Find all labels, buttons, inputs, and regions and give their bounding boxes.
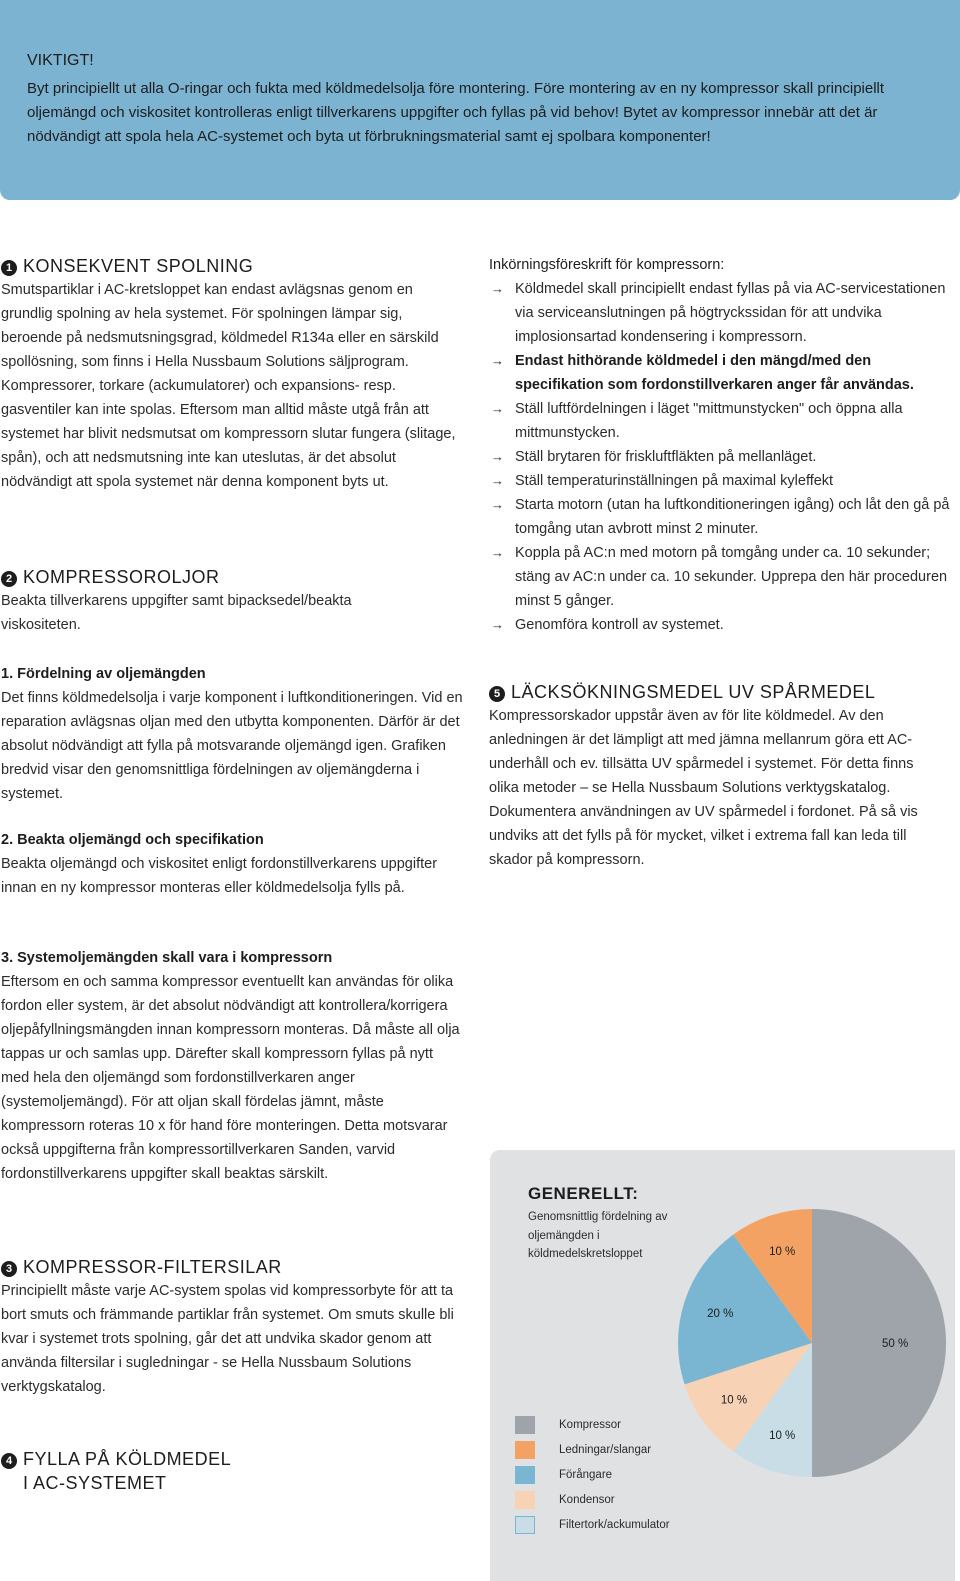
legend-swatch [515, 1516, 535, 1534]
heading-text-line1: FYLLA PÅ KÖLDMEDEL [23, 1449, 232, 1469]
legend-label: Ledningar/slangar [559, 1444, 652, 1456]
section-spolning [1, 254, 461, 494]
number-badge: 5 [489, 686, 505, 702]
legend-swatch [515, 1416, 535, 1434]
legend-swatch [515, 1441, 535, 1459]
legend-swatch [515, 1491, 535, 1509]
chart-subtitle: Genomsnittlig fördelning av oljemängden i köldmedelskretsloppet [528, 1211, 668, 1260]
section-kompressoroljor [1, 565, 463, 637]
instruction-item [489, 493, 954, 541]
paragraph-oljemangd [1, 828, 463, 900]
instruction-item [489, 469, 954, 493]
arrow-icon: → [491, 449, 504, 464]
instruction-text: Starta motorn (utan ha luftkonditioneringen igång) och låt den gå på tomgång utan avbrott minst 2 minuter. [515, 497, 950, 537]
arrow-icon: → [491, 497, 504, 512]
paragraph-fordelning [1, 662, 463, 806]
pie-label: 20 % [707, 1308, 734, 1321]
number-badge: 3 [1, 1261, 17, 1277]
notice-banner [0, 0, 960, 200]
arrow-icon: → [491, 281, 504, 296]
instruction-list [489, 277, 954, 637]
section-inkorning [489, 253, 954, 637]
pie-label: 10 % [769, 1429, 796, 1442]
chart-title: GENERELLT: [528, 1184, 639, 1203]
arrow-icon: → [491, 545, 504, 560]
section-heading [489, 680, 929, 704]
instruction-text: Ställ luftfördelningen i läget "mittmunstycken" och öppna alla mittmunstycken. [515, 401, 903, 441]
paragraph-body: Eftersom en och samma kompressor eventuellt kan användas för olika fordon eller system, är det absolut nödvändigt att kontrollera/korrigera oljepåfyllningsmängden innan kompressorn monteras. Då måste all olja tappas ur och samlas upp. Därefter skall kompressorn fyllas på nytt med hela den oljemängd som fordonstillverkaren anger (systemoljemängd). För att oljan skall fördelas jämnt, måste kompressorn roteras 10 x för hand före monteringen. Detta motsvarar också uppgifterna från kompressortillverkaren Sanden, varvid fordonstillverkarens uppgifter skall beaktas särskilt. [1, 974, 460, 1182]
number-badge: 1 [1, 260, 17, 276]
section-heading [1, 1255, 463, 1279]
notice-title: VIKTIGT! [27, 52, 94, 69]
heading-text: KONSEKVENT SPOLNING [23, 256, 254, 276]
instruction-text: Genomföra kontroll av systemet. [515, 617, 724, 633]
legend-swatch [515, 1466, 535, 1484]
number-badge: 2 [1, 571, 17, 587]
number-badge: 4 [1, 1453, 17, 1469]
section-heading [1, 254, 461, 278]
instruction-text: Ställ temperaturinställningen på maximal kyleffekt [515, 473, 834, 489]
pie-slice-kompressor [812, 1209, 946, 1477]
paragraph-title: 3. Systemoljemängden skall vara i kompressorn [1, 950, 333, 966]
arrow-icon: → [491, 353, 504, 368]
section-fylla-pa [1, 1447, 463, 1495]
section-heading [1, 1447, 463, 1471]
arrow-icon: → [491, 617, 504, 632]
heading-text: KOMPRESSOROLJOR [23, 567, 220, 587]
heading-text: KOMPRESSOR-FILTERSILAR [23, 1257, 282, 1277]
heading-text-line2: I AC-SYSTEMET [23, 1473, 167, 1493]
instruction-text: Köldmedel skall principiellt endast fyllas på via AC-servicestationen via serviceanslutningen på högtryckssidan för att undvika implosionsartad kondensering i kompressorn. [515, 281, 946, 345]
notice-text: Byt principiellt ut alla O-ringar och fukta med köldmedelsolja före montering. Före montering av en ny kompressor skall principiellt oljemängd och viskositet kontrolleras enligt tillverkarens uppgifter och fyllas på vid behov! Bytet av kompressor innebär att det är nödvändigt att spola hela AC-systemet och byta ut förbrukningsmaterial samt ej spolbara komponenter! [27, 80, 885, 145]
legend-label: Förångare [559, 1469, 613, 1481]
paragraph-body: Det finns köldmedelsolja i varje komponent i luftkonditioneringen. Vid en reparation avlägsnas oljan med den utbytta komponenten. Därför är det absolut nödvändigt att fylla på motsvarande oljemängd igen. Grafiken bredvid visar den genomsnittliga fördelningen av oljemängderna i systemet. [1, 690, 463, 802]
legend-label: Kondensor [559, 1494, 615, 1506]
heading-text: LÄCKSÖKNINGSMEDEL UV SPÅRMEDEL [511, 682, 876, 702]
instruction-item [489, 445, 954, 469]
arrow-icon: → [491, 473, 504, 488]
paragraph-title: 1. Fördelning av oljemängden [1, 666, 206, 682]
chart-panel [490, 1150, 955, 1581]
paragraph-title: 2. Beakta oljemängd och specifikation [1, 832, 264, 848]
legend-label: Filtertork/ackumulator [559, 1519, 670, 1531]
instruction-item [489, 613, 954, 637]
instruction-item [489, 349, 954, 397]
pie-label: 50 % [881, 1338, 909, 1350]
instruction-item [489, 277, 954, 349]
instruction-text: Ställ brytaren för friskluftfläkten på mellanläget. [515, 449, 817, 465]
paragraph-body: Beakta oljemängd och viskositet enligt fordonstillverkarens uppgifter innan en ny kompressor monteras eller köldmedelsolja fylls på. [1, 856, 438, 896]
pie-label: 10 % [769, 1246, 796, 1259]
section-body: Smutspartiklar i AC-kretsloppet kan endast avlägsnas genom en grundlig spolning av hela systemet. För spolningen lämpar sig, beroende på nedsmutsningsgrad, köldmedel R134a eller en särskild spollösning, som finns i Hella Nussbaum Solutions säljprogram. Kompressorer, torkare (ackumulatorer) och expansions- resp. gasventiler kan inte spolas. Eftersom man alltid måste utgå från att systemet har blivit nedsmutsat om kompressorn slutar fungera (slitage, spån), och att nedsmutsning inte kan uteslutas, är det absolut nödvändigt att spola systemet när denna komponent byts ut. [1, 282, 456, 490]
instruction-text: Koppla på AC:n med motorn på tomgång under ca. 10 sekunder; stäng av AC:n under ca. 10 sekunder. Upprepa den här proceduren minst 5 gånger. [515, 545, 948, 609]
arrow-icon: → [491, 401, 504, 416]
instruction-item [489, 541, 954, 613]
pie-label: 10 % [720, 1394, 748, 1407]
section-body: Beakta tillverkarens uppgifter samt bipacksedel/beakta viskositeten. [1, 593, 352, 633]
section-lacksokning [489, 680, 929, 872]
section-filtersilar [1, 1255, 463, 1399]
section-title: Inkörningsföreskrift för kompressorn: [489, 257, 725, 273]
section-body: Kompressorskador uppstår även av för lite köldmedel. Av den anledningen är det lämpligt att med jämna mellanrum göra ett AC-underhåll och ev. tillsätta UV spårmedel i systemet. För detta finns olika metoder – se Hella Nussbaum Solutions verktygskatalog. Dokumentera användningen av UV spårmedel i fordonet. På så vis undviks att det fylls på för mycket, vilket i extrema fall kan leda till skador på kompressorn. [489, 708, 918, 868]
legend-label: Kompressor [559, 1419, 621, 1431]
instruction-item [489, 397, 954, 445]
paragraph-systemoljemangd [1, 946, 463, 1186]
section-body: Principiellt måste varje AC-system spolas vid kompressorbyte för att ta bort smuts och främmande partiklar från systemet. Om smuts skulle bli kvar i systemet trots spolning, går det att undvika skador genom att använda filtersilar i sugledningar - se Hella Nussbaum Solutions verktygskatalog. [1, 1283, 454, 1395]
instruction-text: Endast hithörande köldmedel i den mängd/med den specifikation som fordonstillverkaren anger får användas. [515, 353, 914, 393]
section-heading [1, 565, 463, 589]
